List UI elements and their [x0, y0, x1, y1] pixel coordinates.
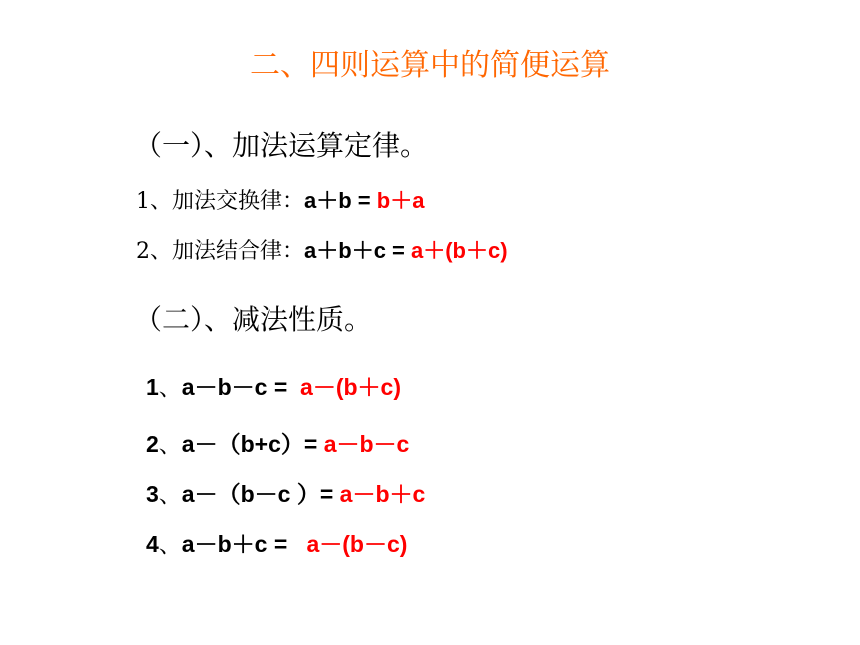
law-associative	[136, 234, 508, 269]
property-answer: a－b＋c	[339, 481, 426, 507]
property-separator: 、	[158, 432, 182, 458]
property-expression: a－b－c =	[181, 374, 294, 400]
property-gap	[294, 531, 307, 557]
law-expression: a＋b =	[304, 188, 377, 213]
property-number: 3	[146, 481, 159, 507]
property-number: 1	[146, 374, 159, 400]
property-number: 4	[146, 531, 159, 557]
law-name: 加法结合律：	[172, 239, 305, 264]
law-answer: b＋a	[376, 188, 425, 213]
property-expression: a－（b－c ）=	[181, 481, 340, 507]
property-number: 2	[146, 431, 159, 457]
section-heading-addition-laws: （一）、加法运算定律。	[134, 129, 429, 162]
law-number: 2、	[136, 239, 172, 264]
property-separator: 、	[158, 532, 182, 558]
law-name: 加法交换律：	[172, 189, 305, 214]
law-answer: a＋(b＋c)	[411, 238, 508, 263]
law-commutative	[136, 184, 424, 219]
property-4	[146, 527, 407, 562]
slide-title: 二、四则运算中的简便运算	[250, 48, 610, 83]
property-expression: a－（b+c）=	[181, 431, 324, 457]
property-1	[146, 370, 401, 405]
property-separator: 、	[158, 375, 182, 401]
property-expression: a－b＋c =	[181, 531, 294, 557]
property-answer: a－b－c	[323, 431, 410, 457]
law-number: 1、	[136, 189, 172, 214]
property-answer: a－(b－c)	[306, 531, 408, 557]
property-3	[146, 477, 425, 512]
property-answer: a－(b＋c)	[300, 374, 401, 400]
section-heading-subtraction-properties: （二）、减法性质。	[134, 303, 373, 336]
law-expression: a＋b＋c =	[304, 238, 411, 263]
property-2	[146, 427, 409, 462]
property-separator: 、	[158, 482, 182, 508]
